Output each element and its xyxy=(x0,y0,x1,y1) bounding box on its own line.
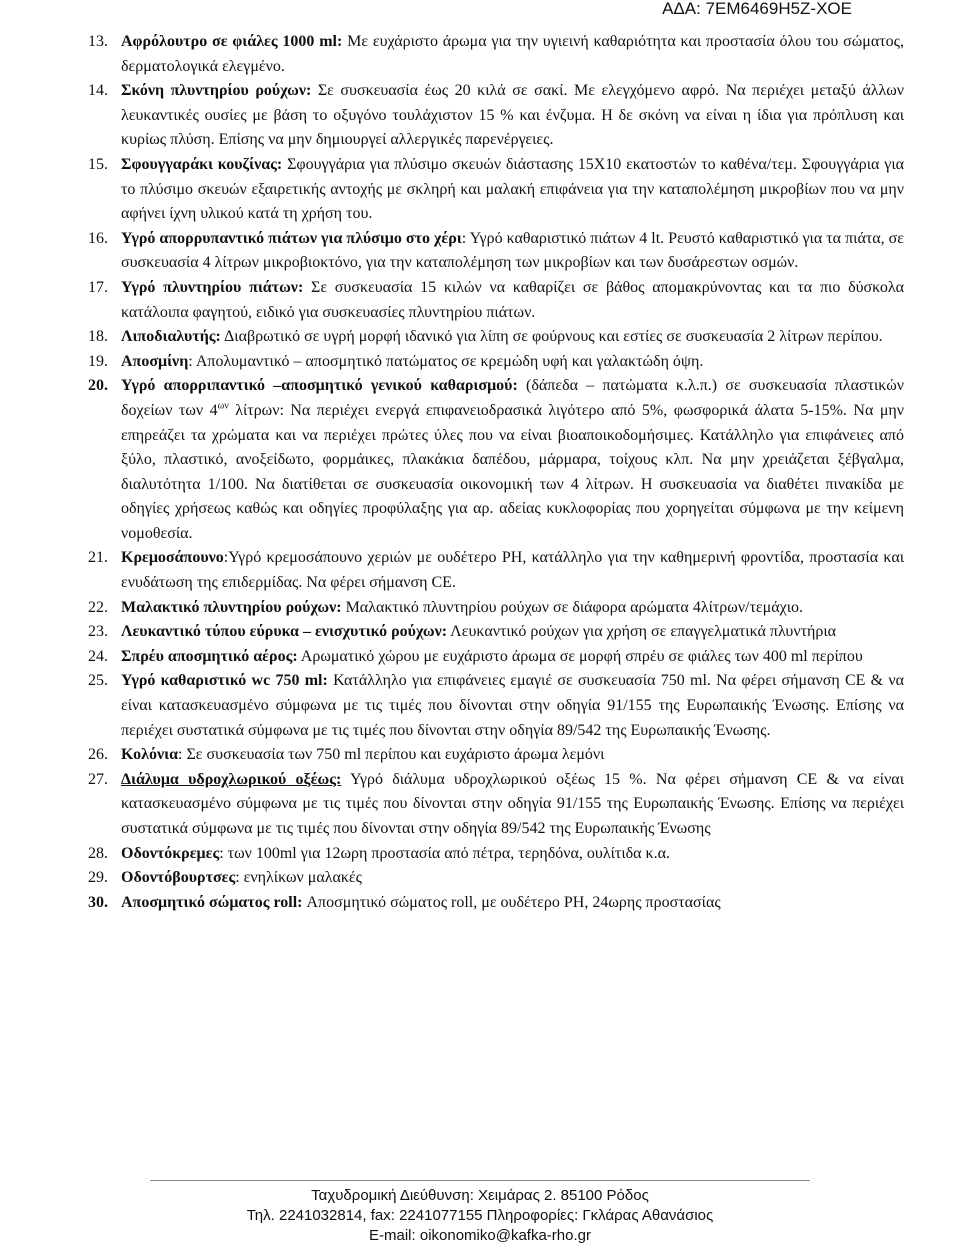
item-title: Σκόνη πλυντηρίου ρούχων: xyxy=(121,82,312,100)
list-item xyxy=(88,374,904,546)
item-text: Αρωματικό χώρου με ευχάριστο άρωμα σε μορφή σπρέυ σε φιάλες των 400 ml περίπου xyxy=(297,647,863,665)
item-text: Υγρό διάλυμα υδροχλωρικού οξέως 15 %. Να φέρει σήμανση CE & να είναι κατασκευασμένο σύμφωνα με τις τιμές που δίνονται στην οδηγία 91/155 της Ευρωπαικής Ένωσης. Επίσης να περιέχει συστατικά σύμφωνα με τις τιμές που δίνονται στην οδηγία 89/542 της Ευρωπαικής Ένωσης xyxy=(121,770,904,837)
list-item xyxy=(88,325,904,350)
list-item xyxy=(88,866,904,891)
item-title: Αποσμίνη xyxy=(121,352,189,370)
item-number: 24. xyxy=(88,647,108,665)
item-number: 22. xyxy=(88,598,108,616)
item-text: Διαβρωτικό σε υγρή μορφή ιδανικό για λίπη σε φούρνους και εστίες σε συσκευασία 2 λίτρων περίπου. xyxy=(220,328,883,346)
item-number: 20. xyxy=(88,377,108,395)
item-number: 23. xyxy=(88,623,108,641)
ada-code: ΑΔΑ: 7ΕΜ6469Η5Ζ-ΧΟΕ xyxy=(662,0,852,18)
item-text: Μαλακτικό πλυντηρίου ρούχων σε διάφορα αρώματα 4λίτρων/τεμάχιο. xyxy=(341,598,804,616)
item-text: Λευκαντικό ρούχων για χρήση σε επαγγελματικά πλυντήρια xyxy=(447,623,837,641)
list-item xyxy=(88,546,904,595)
item-text-b: λίτρων: Να περιέχει ενεργά επιφανειοδρασικά λιγότερο από 5%, φωσφορικά άλατα 5-15%. Να μην επηρεάζει τα χρώματα και να περιέχει πρώτες ύλες που να είναι βιοαποικοδομήσιμες. Κατάλληλο για επιφάνειες από ξύλο, πλαστικό, ανοξείδωτο, φορμάικες, πλακάκια δαπέδου, μάρμαρα, τοίχους κλπ. Να μην χρειάζεται ξέβγαλμα, διαλυτότητα 1/100. Να διατίθεται σε συσκευασία οικονομική των 4 λίτρων. Η συσκευασία να διαθέτει πινακίδα με οδηγίες χρήσεως καθώς και οδηγίες προφύλαξης για αρ. αδείας κυκλοφορίας που χορηγείται σύμφωνα με την κείμενη νομοθεσία. xyxy=(121,401,905,542)
item-text: : Υγρό καθαριστικό πιάτων 4 lt. Ρευστό καθαριστικό για τα πιάτα, σε συσκευασία 4 λίτρων μικροβιοκτόνο, για την καταπολέμηση των μικροβίων και των δυσάρεστων οσμών. xyxy=(121,229,905,272)
item-text: Με ευχάριστο άρωμα για την υγιεινή καθαριότητα και προστασία όλου του σώματος, δερματολογικά ελεγμένο. xyxy=(121,33,905,75)
item-title: Αποσμητικό σώματος roll: xyxy=(121,893,303,911)
item-number: 28. xyxy=(88,844,108,862)
item-number: 16. xyxy=(88,229,108,247)
item-title: Οδοντόβουρτσες xyxy=(121,869,236,887)
list-item xyxy=(88,276,904,325)
item-title: Λιποδιαλυτής: xyxy=(121,328,221,346)
item-number: 13. xyxy=(88,33,108,50)
item-number: 17. xyxy=(88,278,108,296)
item-number: 21. xyxy=(88,549,108,567)
item-title: Κολόνια xyxy=(121,746,179,764)
item-number: 26. xyxy=(88,746,108,764)
item-superscript: ων xyxy=(217,400,229,412)
item-title: Υγρό απορριπαντικό –αποσμητικό γενικού καθαρισμού: xyxy=(121,377,518,395)
item-text: Σε συσκευασία έως 20 κιλά σε σακί. Με ελεγχόμενο αφρό. Να περιέχει μεταξύ άλλων λευκαντικές ουσίες με βάση το οξυγόνο τουλάχιστον 15 % και ένζυμα. Η δε σκόνη να είναι η ίδια για πρόπλυση και κυρίως πλύση. Επίσης να μην δημιουργεί αλλεργικές παρενέργειες. xyxy=(121,82,904,149)
list-item xyxy=(88,153,904,227)
item-text-a: (δάπεδα – πατώματα κ.λ.π.) σε συσκευασία πλαστικών δοχείων των 4 xyxy=(121,377,904,419)
footer-contact: Τηλ. 2241032814, fax: 2241077155 Πληροφορίες: Γκλάρας Αθανάσιος xyxy=(246,1207,714,1224)
list-item xyxy=(88,842,904,867)
list-item xyxy=(88,669,904,743)
item-title: Λευκαντικό τύπου εύρυκα – ενισχυτικό ρούχων: xyxy=(121,623,448,641)
item-title: Υγρό καθαριστικό wc 750 ml: xyxy=(121,672,328,690)
item-title: Κρεμοσάπουνο xyxy=(121,549,224,567)
item-number: 19. xyxy=(88,352,108,370)
item-text: : Σε συσκευασία των 750 ml περίπου και ευχάριστο άρωμα λεμόνι xyxy=(178,746,605,764)
list-item xyxy=(88,30,904,79)
item-text: :Υγρό κρεμοσάπουνο χεριών με ουδέτερο PH, κατάλληλο για την καθημερινή φροντίδα, προστασία και ενυδάτωση της επιδερμίδας. Να φέρει σήμανση CE. xyxy=(121,549,904,592)
item-title: Οδοντόκρεμες xyxy=(121,844,220,862)
list-item xyxy=(88,645,904,670)
item-title: Διάλυμα υδροχλωρικού οξέως: xyxy=(121,770,342,788)
footer-address: Ταχυδρομική Διεύθυνση: Χειμάρας 2. 85100 Ρόδος xyxy=(311,1187,649,1204)
item-title: Υγρό πλυντηρίου πιάτων: xyxy=(121,278,304,296)
item-title: Σφουγγαράκι κουζίνας: xyxy=(121,155,283,173)
item-number: 27. xyxy=(88,770,108,788)
item-text: : ενηλίκων μαλακές xyxy=(235,869,362,887)
item-number: 15. xyxy=(88,155,108,173)
list-item xyxy=(88,620,904,645)
list-item xyxy=(88,227,904,276)
item-number: 30. xyxy=(88,893,108,911)
list-item xyxy=(88,79,904,153)
items-list xyxy=(88,30,904,915)
item-title: Υγρό απορρυπαντικό πιάτων για πλύσιμο στο χέρι xyxy=(121,229,462,247)
item-title: Μαλακτικό πλυντηρίου ρούχων: xyxy=(121,598,342,616)
list-item xyxy=(88,743,904,768)
item-text: Κατάλληλο για επιφάνειες εμαγιέ σε συσκευασία 750 ml. Να φέρει σήμανση CE & να είναι κατασκευασμένο σύμφωνα με τις τιμές που δίνονται στην οδηγία 91/155 της Ευρωπαικής Ένωσης. Επίσης να περιέχει συστατικά σύμφωνα με τις τιμές που δίνονται στην οδηγία 89/542 της Ευρωπαικής Ένωσης. xyxy=(121,672,904,739)
item-title: Σπρέυ αποσμητικό αέρος: xyxy=(121,647,298,665)
list-item xyxy=(88,596,904,621)
footer xyxy=(0,1186,960,1246)
list-item xyxy=(88,768,904,842)
item-text: : Απολυμαντικό – αποσμητικό πατώματος σε κρεμώδη υφή και γαλακτώδη όψη. xyxy=(188,352,704,370)
item-number: 18. xyxy=(88,328,108,346)
item-number: 25. xyxy=(88,672,108,690)
item-number: 29. xyxy=(88,869,108,887)
item-number: 14. xyxy=(88,82,108,100)
footer-email: E-mail: oikonomiko@kafka-rho.gr xyxy=(369,1227,591,1244)
item-title: Αφρόλουτρο σε φιάλες 1000 ml: xyxy=(121,33,343,50)
item-text: Αποσμητικό σώματος roll, με ουδέτερο PH, 24ωρης προστασίας xyxy=(302,893,721,911)
list-item xyxy=(88,350,904,375)
item-text: : των 100ml για 12ωρη προστασία από πέτρα, τερηδόνα, ουλίτιδα κ.α. xyxy=(219,844,670,862)
list-item xyxy=(88,891,904,916)
item-text: Σφουγγάρια για πλύσιμο σκευών διάστασης 15Χ10 εκατοστών το καθένα/τεμ. Σφουγγάρια για το πλύσιμο σκευών εξαιρετικής αντοχής με σκληρή και μαλακή επιφάνεια για την καταπολέμηση μικροβίων που να μην αφήνει ίχνη υλικού κατά τη χρήση του. xyxy=(121,155,905,223)
item-text: Σε συσκευασία 15 κιλών να καθαρίζει σε βάθος απομακρύνοντας και τα πιο δύσκολα κατάλοιπα φαγητού, ειδικό για συσκευασίες πλυντηρίου πιάτων. xyxy=(121,278,905,321)
footer-divider xyxy=(150,1180,810,1181)
